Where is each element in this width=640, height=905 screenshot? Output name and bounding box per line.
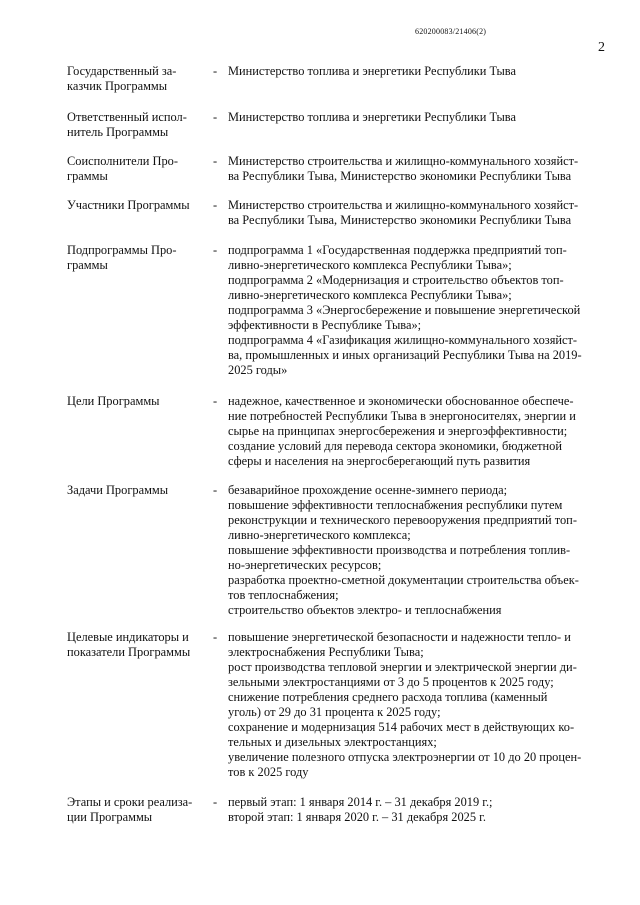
row-value bbox=[228, 110, 600, 125]
value-line: рост производства тепловой энергии и электрической энергии ди- bbox=[228, 660, 577, 674]
row-dash: - bbox=[213, 198, 218, 212]
value-line: тельных и дизельных электростанциях; bbox=[228, 735, 437, 749]
value-line: безаварийное прохождение осенне-зимнего периода; bbox=[228, 483, 508, 497]
value-line: первый этап: 1 января 2014 г. – 31 декабря 2019 г.; bbox=[228, 795, 493, 809]
row-value bbox=[228, 154, 600, 184]
value-line: Министерство строительства и жилищно-коммунального хозяйст- bbox=[228, 154, 579, 168]
value-line: электроснабжения Республики Тыва; bbox=[228, 645, 424, 659]
row-value bbox=[228, 243, 600, 378]
value-line: ливно-энергетического комплекса; bbox=[228, 528, 411, 542]
value-line: сырье на принципах энергосбережения и энергоэффективности; bbox=[228, 424, 568, 438]
row-label: Государственный за- казчик Программы bbox=[67, 64, 177, 93]
value-line: Министерство строительства и жилищно-коммунального хозяйст- bbox=[228, 198, 579, 212]
row-dash: - bbox=[213, 394, 218, 408]
page-number: 2 bbox=[598, 40, 605, 55]
row-dash: - bbox=[213, 154, 218, 168]
value-line: ва Республики Тыва, Министерство экономики Республики Тыва bbox=[228, 213, 572, 227]
value-line: подпрограмма 3 «Энергосбережение и повышение энергетической bbox=[228, 303, 581, 317]
value-line: ливно-энергетического комплекса Республики Тыва»; bbox=[228, 288, 512, 302]
row-label: Целевые индикаторы и показатели Программы bbox=[67, 630, 191, 659]
row-label: Этапы и сроки реализа- ции Программы bbox=[67, 795, 193, 824]
row-value bbox=[228, 198, 600, 228]
row-value bbox=[228, 630, 600, 780]
value-line: разработка проектно-сметной документации строительства объек- bbox=[228, 573, 579, 587]
value-line: зельными электростанциями от 3 до 5 процентов к 2025 году; bbox=[228, 675, 554, 689]
row-dash: - bbox=[213, 630, 218, 644]
value-line: сохранение и модернизация 514 рабочих мест в действующих ко- bbox=[228, 720, 575, 734]
value-line: Министерство топлива и энергетики Республики Тыва bbox=[228, 110, 516, 124]
row-label: Цели Программы bbox=[67, 394, 160, 408]
value-line: повышение эффективности теплоснабжения республики путем bbox=[228, 498, 563, 512]
value-line: Министерство топлива и энергетики Республики Тыва bbox=[228, 64, 516, 78]
value-line: создание условий для перевода сектора экономики, бюджетной bbox=[228, 439, 562, 453]
value-line: но-энергетических ресурсов; bbox=[228, 558, 382, 572]
value-line: 2025 годы» bbox=[228, 363, 288, 377]
value-line: тов к 2025 году bbox=[228, 765, 309, 779]
value-line: эффективности в Республике Тыва»; bbox=[228, 318, 422, 332]
value-line: увеличение полезного отпуска электроэнергии от 10 до 20 процен- bbox=[228, 750, 582, 764]
row-label: Ответственный испол- нитель Программы bbox=[67, 110, 187, 139]
value-line: второй этап: 1 января 2020 г. – 31 декабря 2025 г. bbox=[228, 810, 486, 824]
row-label: Подпрограммы Про- граммы bbox=[67, 243, 177, 272]
value-line: подпрограмма 4 «Газификация жилищно-коммунального хозяйст- bbox=[228, 333, 578, 347]
row-dash: - bbox=[213, 64, 218, 78]
value-line: ливно-энергетического комплекса Республики Тыва»; bbox=[228, 258, 512, 272]
value-line: строительство объектов электро- и теплоснабжения bbox=[228, 603, 502, 617]
value-line: ва Республики Тыва, Министерство экономики Республики Тыва bbox=[228, 169, 572, 183]
value-line: подпрограмма 1 «Государственная поддержка предприятий топ- bbox=[228, 243, 567, 257]
value-line: реконструкции и технического перевооружения предприятий топ- bbox=[228, 513, 577, 527]
value-line: повышение эффективности производства и потребления топлив- bbox=[228, 543, 571, 557]
row-value bbox=[228, 64, 600, 79]
row-dash: - bbox=[213, 243, 218, 257]
row-label: Участники Программы bbox=[67, 198, 190, 212]
value-line: повышение энергетической безопасности и надежности тепло- и bbox=[228, 630, 571, 644]
value-line: сферы и населения на энергосберегающий путь развития bbox=[228, 454, 531, 468]
value-line: снижение потребления среднего расхода топлива (каменный bbox=[228, 690, 548, 704]
row-label: Задачи Программы bbox=[67, 483, 169, 497]
row-dash: - bbox=[213, 483, 218, 497]
document-code: 620200083/21406(2) bbox=[415, 27, 487, 36]
value-line: ва, промышленных и иных организаций Республики Тыва на 2019- bbox=[228, 348, 582, 362]
row-value bbox=[228, 795, 600, 825]
value-line: ние потребностей Республики Тыва в энергоносителях, энергии и bbox=[228, 409, 576, 423]
value-line: тов теплоснабжения; bbox=[228, 588, 339, 602]
value-line: уголь) от 29 до 31 процента к 2025 году; bbox=[228, 705, 441, 719]
row-dash: - bbox=[213, 795, 218, 809]
row-value bbox=[228, 483, 600, 618]
row-dash: - bbox=[213, 110, 218, 124]
value-line: надежное, качественное и экономически обоснованное обеспече- bbox=[228, 394, 574, 408]
row-label: Соисполнители Про- граммы bbox=[67, 154, 178, 183]
row-value bbox=[228, 394, 600, 469]
value-line: подпрограмма 2 «Модернизация и строительство объектов топ- bbox=[228, 273, 564, 287]
